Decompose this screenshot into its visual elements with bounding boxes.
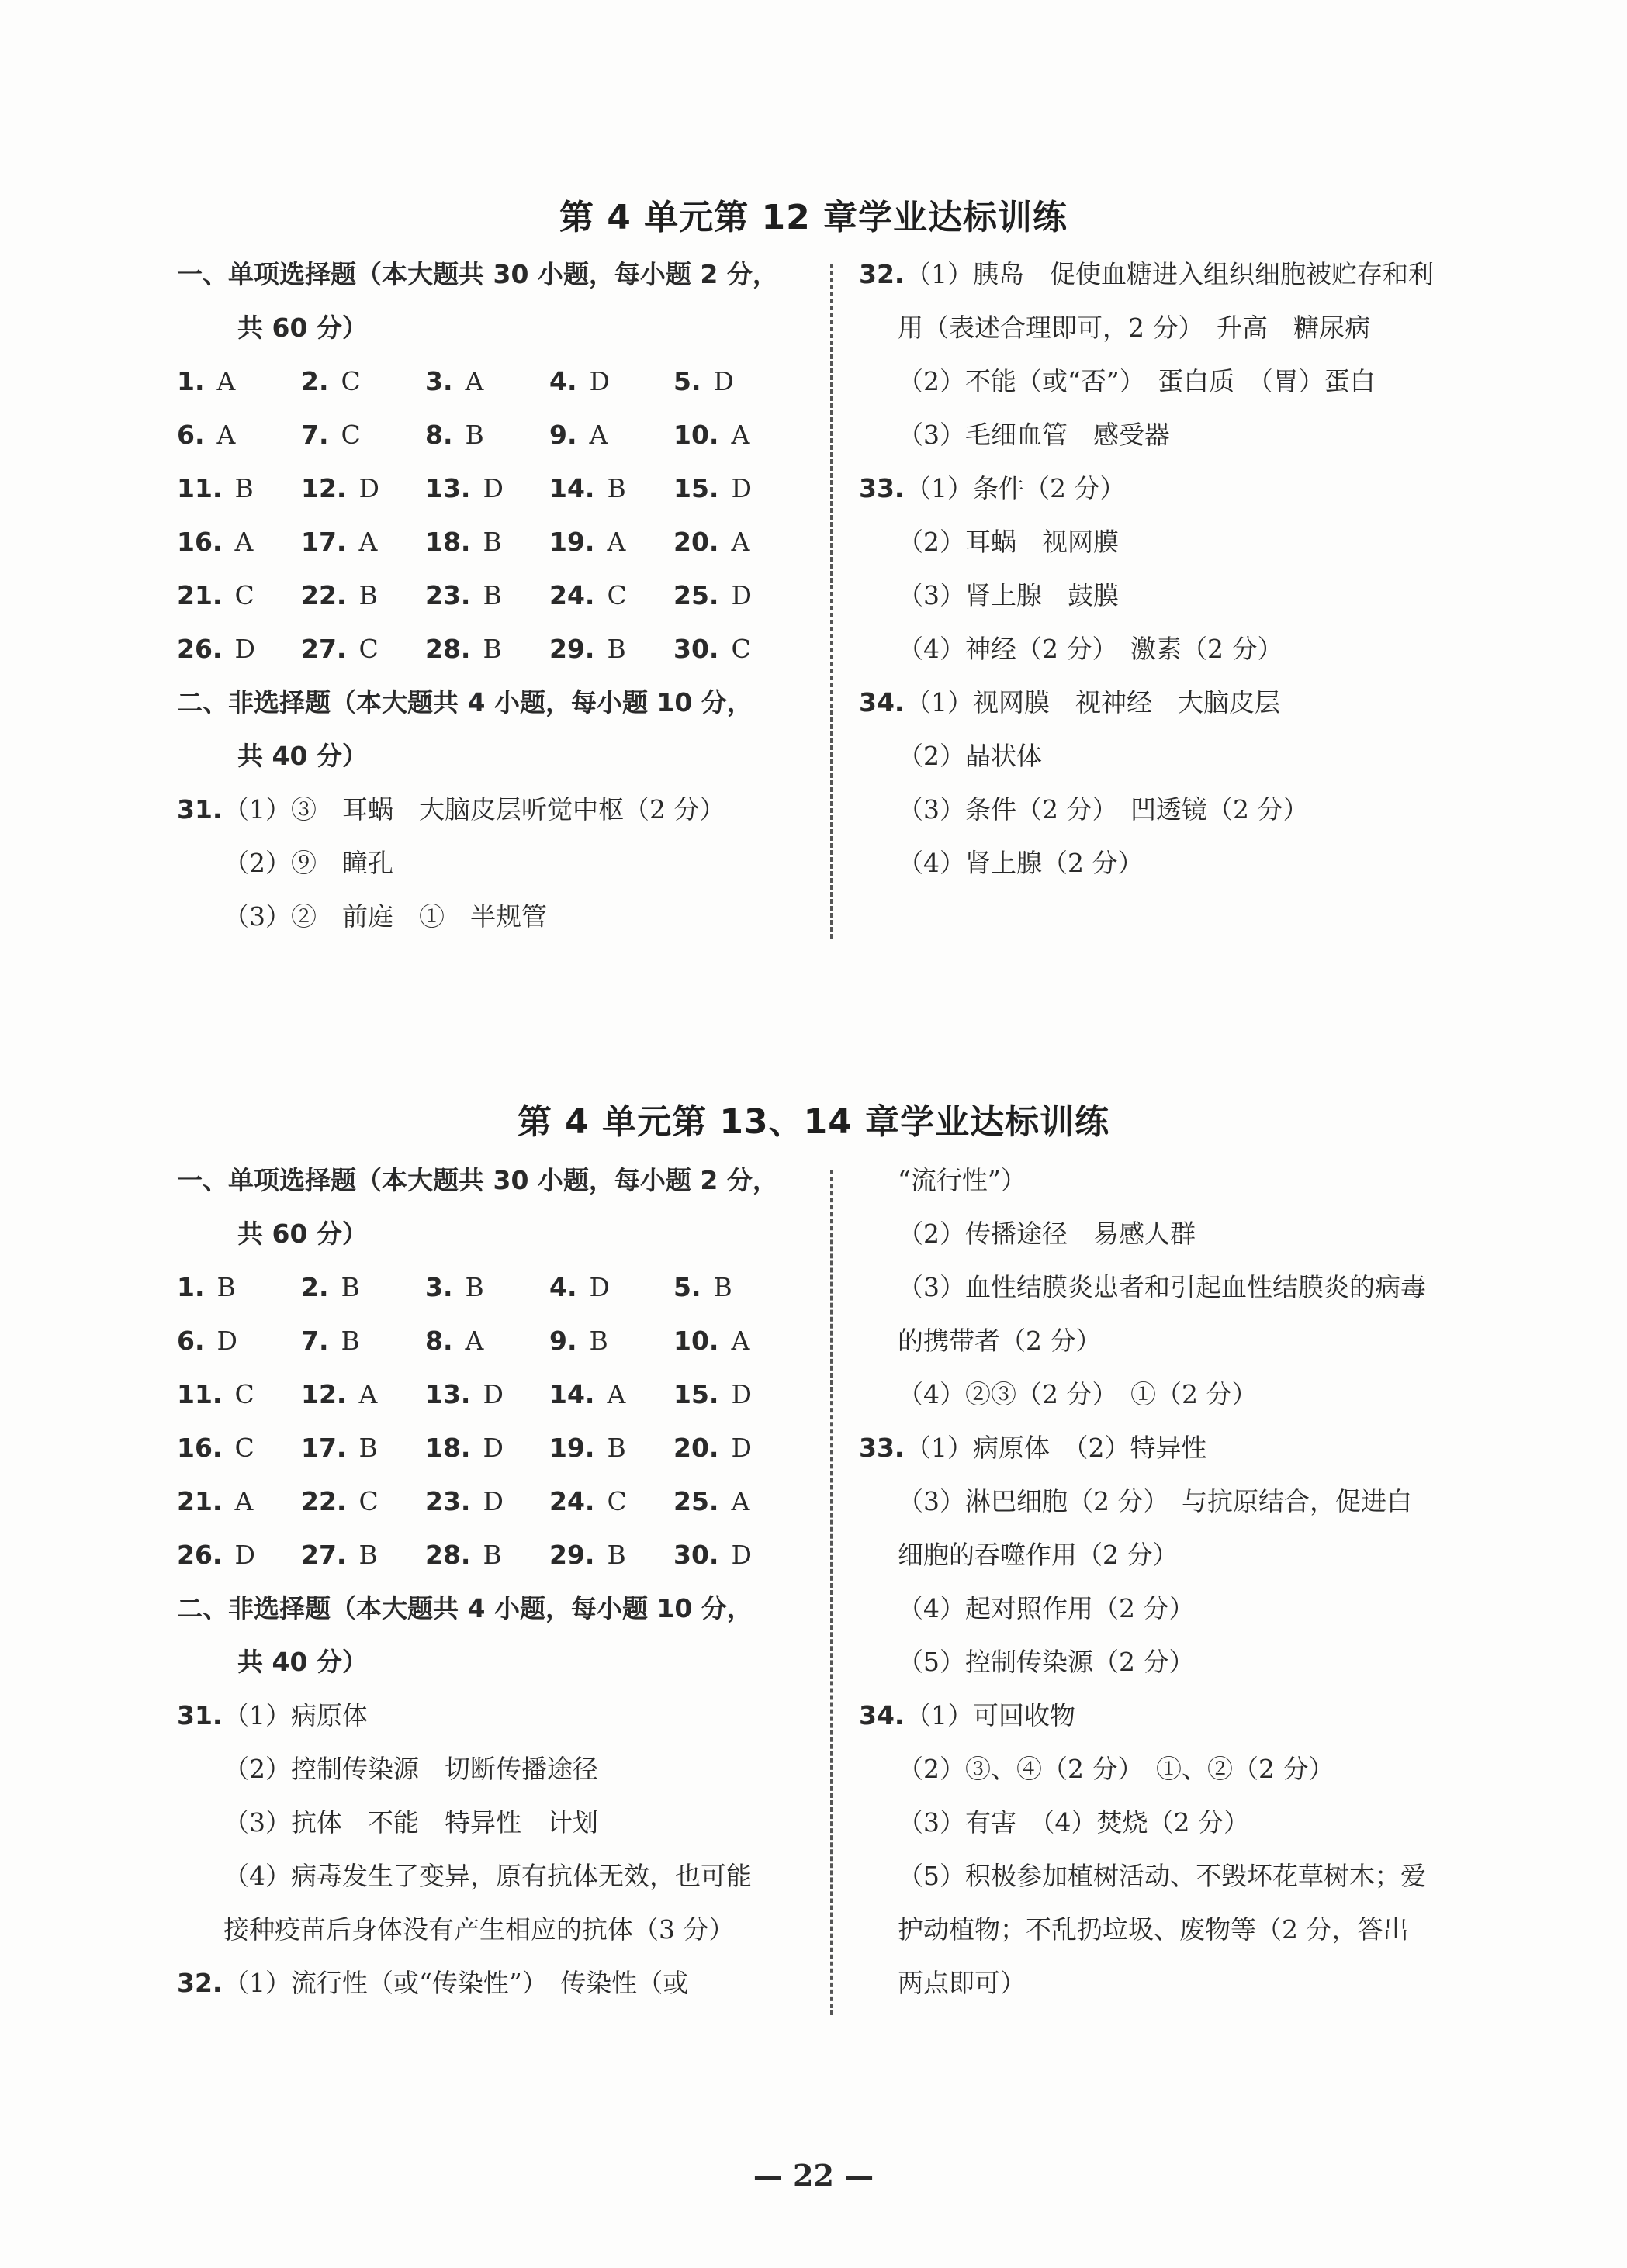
answer-letter: A [731, 420, 750, 450]
mc-answer [425, 579, 502, 613]
mc-answer [177, 365, 235, 399]
answer-text: （3）② 前庭 ① 半规管 [223, 901, 547, 932]
mc-answer [301, 1271, 360, 1305]
answer-text: （1）病原体 （2）特异性 [905, 1433, 1207, 1463]
answer-line [177, 1966, 688, 2000]
mc-answer [177, 1431, 254, 1465]
question-number: 6. [177, 1326, 205, 1356]
section-2-part1-heading-cont: 共 60 分） [237, 1219, 368, 1249]
mc-answer [301, 1538, 378, 1572]
answer-text: （4）神经（2 分） 激素（2 分） [898, 634, 1283, 664]
question-number: 25. [673, 1486, 719, 1516]
answer-letter: C [358, 634, 379, 664]
answer-letter: B [483, 1540, 502, 1570]
question-number: 26. [177, 634, 223, 664]
answer-text: （4）病毒发生了变异，原有抗体无效，也可能 [223, 1861, 752, 1891]
answer-letter: B [341, 1326, 360, 1356]
question-number: 28. [425, 1540, 471, 1570]
mc-answer [425, 525, 502, 559]
answer-letter: B [607, 634, 626, 664]
answer-letter: B [465, 1272, 484, 1302]
answer-line [898, 1913, 1409, 1947]
answer-letter: A [358, 527, 378, 557]
mc-row [177, 365, 813, 399]
answer-letter: D [358, 473, 379, 503]
answer-letter: D [234, 634, 255, 664]
question-number: 1. [177, 366, 205, 396]
answer-line [859, 472, 1125, 506]
answer-line [859, 1431, 1207, 1465]
question-number: 27. [301, 1540, 347, 1570]
question-number: 31. [177, 1700, 223, 1730]
answer-letter: C [234, 1379, 254, 1409]
section-1-part1-heading: 一、单项选择题（本大题共 30 小题，每小题 2 分， [177, 259, 778, 289]
question-number: 17. [301, 1433, 347, 1463]
mc-answer [177, 472, 254, 506]
mc-answer [301, 632, 379, 666]
answer-line [898, 1859, 1426, 1893]
section-1-column-divider [830, 264, 833, 939]
question-number: 17. [301, 527, 347, 557]
answer-letter: D [731, 1540, 752, 1570]
question-number: 16. [177, 527, 223, 557]
question-number: 22. [301, 580, 347, 610]
mc-row [177, 472, 813, 506]
answer-text: 的携带者（2 分） [898, 1326, 1102, 1356]
answer-letter: A [358, 1379, 378, 1409]
mc-row [177, 579, 813, 613]
answer-letter: B [607, 473, 626, 503]
answer-text: （2）控制传染源 切断传播途径 [223, 1754, 598, 1784]
answer-line [898, 1966, 1026, 2000]
answer-line [898, 525, 1119, 559]
mc-row [177, 525, 813, 559]
question-number: 27. [301, 634, 347, 664]
answer-line [898, 1378, 1257, 1412]
mc-answer [301, 1324, 360, 1358]
mc-answer [425, 365, 483, 399]
mc-answer [301, 1485, 379, 1519]
mc-answer [549, 418, 608, 452]
answer-text: （1）可回收物 [905, 1700, 1075, 1730]
answer-letter: D [234, 1540, 255, 1570]
mc-answer [549, 632, 626, 666]
answer-letter: C [341, 366, 361, 396]
answer-letter: C [607, 1486, 627, 1516]
question-number: 26. [177, 1540, 223, 1570]
mc-answer [549, 1378, 625, 1412]
question-number: 7. [301, 420, 329, 450]
mc-answer [177, 525, 253, 559]
question-number: 7. [301, 1326, 329, 1356]
answer-letter: C [234, 1433, 254, 1463]
question-number: 20. [673, 1433, 719, 1463]
answer-letter: B [607, 1433, 626, 1463]
answer-letter: A [607, 1379, 626, 1409]
answer-line [223, 1806, 598, 1840]
question-number: 15. [673, 473, 719, 503]
question-number: 31. [177, 794, 223, 825]
section-1-right-answers [859, 258, 1495, 940]
answer-text: （1）胰岛 促使血糖进入组织细胞被贮存和利 [905, 259, 1434, 289]
answer-text: （1）视网膜 视神经 大脑皮层 [905, 687, 1280, 717]
question-number: 24. [549, 1486, 595, 1516]
question-number: 14. [549, 1379, 595, 1409]
mc-answer [673, 632, 751, 666]
mc-answer [301, 472, 379, 506]
mc-answer [673, 365, 734, 399]
answer-line [898, 311, 1370, 345]
answer-text: （1）③ 耳蜗 大脑皮层听觉中枢（2 分） [223, 794, 725, 825]
question-number: 24. [549, 580, 595, 610]
mc-answer [425, 1485, 504, 1519]
mc-answer [549, 472, 626, 506]
answer-text: （1）病原体 [223, 1700, 368, 1730]
mc-row [177, 632, 813, 666]
question-number: 21. [177, 1486, 223, 1516]
mc-answer [177, 418, 235, 452]
answer-text: （5）积极参加植树活动、不毁坏花草树木；爱 [898, 1861, 1426, 1891]
answer-letter: A [607, 527, 626, 557]
answer-text: （1）流行性（或“传染性”） 传染性（或 [223, 1968, 689, 1998]
answer-text: （3）肾上腺 鼓膜 [898, 580, 1119, 610]
answer-line [223, 1913, 735, 1947]
answer-letter: C [731, 634, 751, 664]
question-number: 21. [177, 580, 223, 610]
answer-letter: D [731, 1379, 752, 1409]
answer-letter: A [731, 1486, 750, 1516]
mc-row [177, 1485, 813, 1519]
mc-answer [301, 418, 361, 452]
answer-line [177, 1699, 368, 1733]
answer-line [898, 1324, 1102, 1358]
answer-letter: D [731, 580, 752, 610]
answer-text: （3）抗体 不能 特异性 计划 [223, 1807, 598, 1838]
mc-answer [549, 1485, 627, 1519]
question-number: 15. [673, 1379, 719, 1409]
section-1-left-answers [177, 793, 813, 963]
section-1-mc-grid [177, 365, 813, 690]
answer-letter: B [358, 1540, 378, 1570]
mc-answer [425, 1431, 504, 1465]
answer-text: （1）条件（2 分） [905, 473, 1126, 503]
answer-letter: D [483, 473, 504, 503]
answer-letter: A [731, 527, 750, 557]
answer-letter: C [341, 420, 361, 450]
answer-line [898, 418, 1170, 452]
answer-text: 细胞的吞噬作用（2 分） [898, 1540, 1179, 1570]
answer-text: （2）不能（或“否”） 蛋白质 （胃）蛋白 [898, 366, 1376, 396]
mc-row [177, 418, 813, 452]
question-number: 2. [301, 1272, 329, 1302]
question-number: 3. [425, 366, 453, 396]
mc-row [177, 1538, 813, 1572]
answer-letter: B [483, 527, 502, 557]
mc-answer [673, 418, 749, 452]
answer-text: （3）条件（2 分） 凹透镜（2 分） [898, 794, 1309, 825]
section-1-right-column [859, 258, 1495, 956]
section-1-left-column [177, 258, 813, 956]
answer-letter: A [731, 1326, 750, 1356]
question-number: 32. [859, 259, 905, 289]
answer-text: （3）淋巴细胞（2 分） 与抗原结合，促进白 [898, 1486, 1412, 1516]
section-2-left-answers [177, 1699, 813, 2040]
answer-line [898, 1163, 1026, 1198]
mc-answer [425, 418, 484, 452]
mc-answer [673, 579, 752, 613]
answer-line [898, 846, 1143, 880]
section-2-column-divider [830, 1170, 833, 2015]
answer-text: （3）有害 （4）焚烧（2 分） [898, 1807, 1249, 1838]
answer-letter: C [607, 580, 627, 610]
section-2-part2-heading: 二、非选择题（本大题共 4 小题，每小题 10 分， [177, 1593, 753, 1623]
answer-text: （3）血性结膜炎患者和引起血性结膜炎的病毒 [898, 1272, 1426, 1302]
answer-letter: D [713, 366, 734, 396]
answer-text: 用（表述合理即可，2 分） 升高 糖尿病 [898, 313, 1370, 343]
question-number: 10. [673, 1326, 719, 1356]
question-number: 1. [177, 1272, 205, 1302]
answer-text: （2）③、④（2 分） ①、②（2 分） [898, 1754, 1334, 1784]
question-number: 22. [301, 1486, 347, 1516]
mc-answer [177, 1485, 253, 1519]
answer-letter: C [358, 1486, 379, 1516]
answer-letter: D [483, 1379, 504, 1409]
answer-letter: D [589, 1272, 610, 1302]
answer-line [177, 793, 725, 827]
question-number: 12. [301, 1379, 347, 1409]
answer-letter: B [607, 1540, 626, 1570]
answer-line [898, 793, 1308, 827]
answer-text: （4）②③（2 分） ①（2 分） [898, 1379, 1258, 1409]
answer-text: （2）耳蜗 视网膜 [898, 527, 1119, 557]
mc-answer [177, 1378, 254, 1412]
answer-text: （2）⑨ 瞳孔 [223, 848, 393, 878]
answer-line [898, 1217, 1196, 1251]
question-number: 4. [549, 1272, 577, 1302]
answer-line [223, 846, 393, 880]
answer-letter: D [483, 1433, 504, 1463]
question-number: 11. [177, 473, 223, 503]
answer-letter: D [731, 1433, 752, 1463]
mc-answer [549, 1324, 608, 1358]
mc-answer [673, 1431, 752, 1465]
mc-answer [425, 632, 502, 666]
question-number: 4. [549, 366, 577, 396]
question-number: 8. [425, 1326, 453, 1356]
mc-answer [177, 1538, 255, 1572]
answer-letter: C [234, 580, 254, 610]
mc-answer [549, 1271, 610, 1305]
section-2-right-answers [859, 1163, 1495, 2032]
question-number: 6. [177, 420, 205, 450]
answer-line [898, 632, 1283, 666]
answer-line [898, 1752, 1334, 1786]
mc-answer [673, 1538, 752, 1572]
question-number: 9. [549, 420, 577, 450]
answer-text: 两点即可） [898, 1968, 1026, 1998]
section-1-title: 第 4 单元第 12 章学业达标训练 [559, 198, 1068, 237]
mc-answer [177, 1324, 237, 1358]
mc-answer [425, 472, 504, 506]
mc-answer [673, 1324, 749, 1358]
answer-letter: A [465, 366, 484, 396]
question-number: 18. [425, 1433, 471, 1463]
mc-answer [301, 579, 378, 613]
question-number: 3. [425, 1272, 453, 1302]
mc-answer [673, 472, 752, 506]
answer-letter: B [465, 420, 484, 450]
question-number: 12. [301, 473, 347, 503]
mc-answer [549, 525, 625, 559]
mc-answer [673, 525, 749, 559]
answer-line [898, 1538, 1179, 1572]
mc-row [177, 1324, 813, 1358]
mc-row [177, 1271, 813, 1305]
answer-text: （4）起对照作用（2 分） [898, 1593, 1195, 1623]
answer-text: （4）肾上腺（2 分） [898, 848, 1144, 878]
question-number: 18. [425, 527, 471, 557]
question-number: 30. [673, 1540, 719, 1570]
question-number: 5. [673, 366, 701, 396]
question-number: 29. [549, 634, 595, 664]
answer-letter: B [234, 473, 254, 503]
mc-answer [549, 1538, 626, 1572]
answer-letter: B [358, 580, 378, 610]
question-number: 33. [859, 473, 905, 503]
answer-line [859, 1699, 1075, 1733]
question-number: 32. [177, 1968, 223, 1998]
answer-letter: A [234, 1486, 254, 1516]
question-number: 10. [673, 420, 719, 450]
answer-letter: D [731, 473, 752, 503]
question-number: 13. [425, 1379, 471, 1409]
question-number: 13. [425, 473, 471, 503]
mc-answer [301, 1431, 378, 1465]
section-2-part2-heading-cont: 共 40 分） [237, 1647, 368, 1677]
question-number: 30. [673, 634, 719, 664]
question-number: 33. [859, 1433, 905, 1463]
mc-answer [673, 1271, 732, 1305]
answer-line [898, 579, 1119, 613]
mc-row [177, 1431, 813, 1465]
mc-answer [425, 1271, 484, 1305]
answer-line [898, 365, 1376, 399]
question-number: 34. [859, 687, 905, 717]
answer-text: 护动植物；不乱扔垃圾、废物等（2 分，答出 [898, 1914, 1409, 1945]
section-2-part1-heading: 一、单项选择题（本大题共 30 小题，每小题 2 分， [177, 1165, 778, 1195]
question-number: 8. [425, 420, 453, 450]
answer-line [223, 900, 547, 934]
answer-line [859, 258, 1434, 292]
answer-line [859, 686, 1280, 720]
question-number: 34. [859, 1700, 905, 1730]
answer-line [898, 1271, 1426, 1305]
mc-answer [177, 632, 255, 666]
mc-answer [425, 1378, 504, 1412]
mc-answer [177, 579, 254, 613]
answer-letter: A [234, 527, 254, 557]
answer-letter: B [589, 1326, 608, 1356]
answer-line [898, 739, 1042, 773]
section-2-left-column [177, 1163, 813, 2048]
question-number: 19. [549, 1433, 595, 1463]
answer-letter: A [216, 366, 236, 396]
answer-line [898, 1592, 1194, 1626]
question-number: 28. [425, 634, 471, 664]
answer-letter: D [483, 1486, 504, 1516]
answer-letter: B [483, 580, 502, 610]
answer-letter: B [358, 1433, 378, 1463]
answer-letter: B [341, 1272, 360, 1302]
answer-letter: B [483, 634, 502, 664]
answer-line [898, 1645, 1194, 1679]
question-number: 20. [673, 527, 719, 557]
mc-answer [673, 1378, 752, 1412]
question-number: 11. [177, 1379, 223, 1409]
mc-answer [177, 1271, 236, 1305]
question-number: 25. [673, 580, 719, 610]
question-number: 2. [301, 366, 329, 396]
question-number: 9. [549, 1326, 577, 1356]
answer-text: （5）控制传染源（2 分） [898, 1647, 1195, 1677]
question-number: 23. [425, 1486, 471, 1516]
mc-answer [549, 1431, 626, 1465]
question-number: 23. [425, 580, 471, 610]
answer-line [898, 1806, 1249, 1840]
answer-letter: A [216, 420, 236, 450]
answer-line [223, 1752, 598, 1786]
answer-letter: D [589, 366, 610, 396]
answer-line [898, 1485, 1412, 1519]
mc-answer [301, 1378, 377, 1412]
answer-text: （2）晶状体 [898, 741, 1042, 771]
mc-answer [301, 525, 377, 559]
question-number: 14. [549, 473, 595, 503]
section-1-part2-heading-cont: 共 40 分） [237, 741, 368, 771]
answer-line [223, 1859, 752, 1893]
section-1-part2-heading: 二、非选择题（本大题共 4 小题，每小题 10 分， [177, 687, 753, 717]
section-1-part1-heading-cont: 共 60 分） [237, 313, 368, 343]
section-2-right-column [859, 1163, 1495, 2048]
answer-text: 接种疫苗后身体没有产生相应的抗体（3 分） [223, 1914, 735, 1945]
section-2-title: 第 4 单元第 13、14 章学业达标训练 [517, 1102, 1110, 1142]
question-number: 5. [673, 1272, 701, 1302]
page-number: — 22 — [753, 2158, 874, 2193]
answer-text: （2）传播途径 易感人群 [898, 1219, 1196, 1249]
mc-answer [673, 1485, 749, 1519]
answer-text: “流行性”） [898, 1165, 1026, 1195]
answer-letter: D [216, 1326, 237, 1356]
question-number: 19. [549, 527, 595, 557]
answer-letter: A [589, 420, 608, 450]
mc-answer [549, 365, 610, 399]
mc-answer [301, 365, 361, 399]
answer-text: （3）毛细血管 感受器 [898, 420, 1170, 450]
question-number: 16. [177, 1433, 223, 1463]
mc-answer [425, 1324, 483, 1358]
answer-letter: B [713, 1272, 732, 1302]
question-number: 29. [549, 1540, 595, 1570]
answer-letter: B [216, 1272, 236, 1302]
mc-row [177, 1378, 813, 1412]
answer-letter: A [465, 1326, 484, 1356]
mc-answer [425, 1538, 502, 1572]
section-2-mc-grid [177, 1271, 813, 1596]
mc-answer [549, 579, 627, 613]
